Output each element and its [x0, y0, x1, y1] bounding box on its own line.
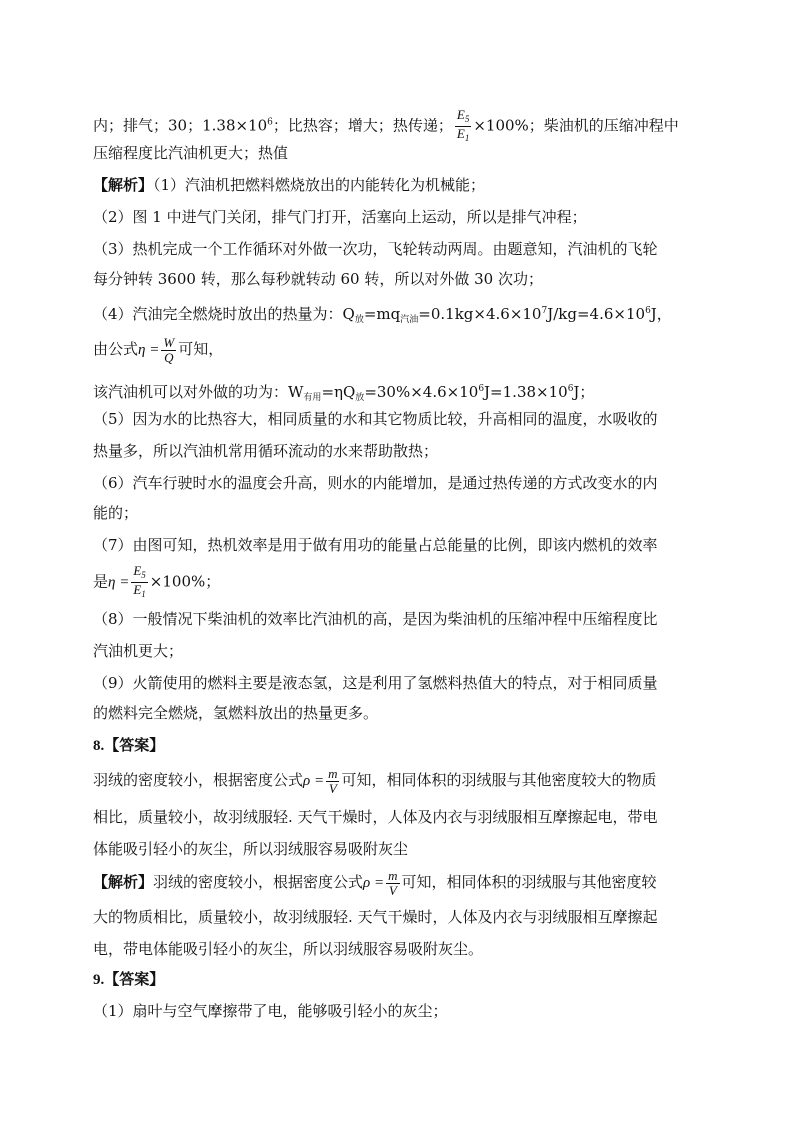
- fraction-e5-over-e1: $\frac{E_5}{E_1}$: [456, 107, 470, 143]
- line-18: （9）火箭使用的燃料主要是液态氢，这是利用了氢燃料热值大的特点，对于相同质量: [93, 674, 658, 692]
- analysis-tag: 【解析】: [93, 873, 154, 891]
- fraction-m-over-v: $\frac{m}{V}$: [328, 765, 338, 796]
- line-4: （2）图 1 中进气门关闭，排气门打开，活塞向上运动，所以是排气冲程；: [93, 208, 587, 226]
- text: ；比热容；增大；热传递；: [272, 116, 453, 135]
- line-2: 压缩程度比汽油机更大；热值: [93, 144, 289, 162]
- line-15: 是η = $\frac{E_5}{E_1}$ ×100%；: [93, 563, 221, 599]
- line-3: [93, 174, 485, 196]
- line-12: （6）汽车行驶时水的温度会升高，则水的内能增加，是通过热传递的方式改变水的内: [93, 474, 658, 492]
- superscript: 6: [267, 117, 273, 128]
- line-1: [93, 107, 679, 143]
- answer-tag: 【答案】: [104, 736, 165, 754]
- line-21: 羽绒的密度较小，根据密度公式ρ = $\frac{m}{V}$ 可知，相同体积的羽绒服与其他密度较大的物质: [93, 765, 657, 796]
- fraction-w-over-q: $\frac{W}{Q}$: [163, 334, 175, 365]
- text: （1）汽油机把燃料燃烧放出的内能转化为机械能；: [153, 176, 486, 194]
- line-22: 相比，质量较小，故羽绒服轻. 天气干燥时，人体及内衣与羽绒服相互摩擦起电，带电: [93, 808, 658, 826]
- eta-symbol: η =: [138, 342, 160, 358]
- line-25: 大的物质相比，质量较小，故羽绒服轻. 天气干燥时，人体及内衣与羽绒服相互摩擦起: [93, 908, 658, 926]
- line-11: 热量多，所以汽油机常用循环流动的水来帮助散热；: [93, 442, 439, 460]
- rho-symbol: ρ =: [303, 773, 325, 789]
- line-26: 电，带电体能吸引轻小的灰尘，所以羽绒服容易吸附灰尘。: [93, 940, 484, 958]
- line-7: （4）汽油完全燃烧时放出的热量为：$Q_放=mq_{汽油}=0.1kg\times 4.6\times 10^7J/kg=4.6\times 10^6J$，: [93, 305, 672, 325]
- question-number: 8.: [93, 738, 105, 754]
- fraction-m-over-v: $\frac{m}{V}$: [388, 867, 398, 898]
- line-8: 由公式η = $\frac{W}{Q}$ 可知，: [93, 334, 224, 365]
- text: 内；排气；30；1.38×10: [93, 116, 268, 135]
- line-14: （7）由图可知，热机效率是用于做有用功的能量占总能量的比例，即该内燃机的效率: [93, 536, 658, 554]
- line-16: （8）一般情况下柴油机的效率比汽油机的高，是因为柴油机的压缩冲程中压缩程度比: [93, 610, 658, 628]
- line-24: 【解析】羽绒的密度较小，根据密度公式ρ = $\frac{m}{V}$ 可知，相同体积的羽绒服与其他密度较: [93, 867, 657, 898]
- question-number: 9.: [93, 972, 105, 988]
- fraction-e5-over-e1: $\frac{E_5}{E_1}$: [133, 563, 146, 599]
- text: ×100%；柴油机的压缩冲程中: [473, 116, 679, 135]
- line-20: [93, 734, 164, 756]
- answer-tag: 【答案】: [104, 970, 165, 988]
- line-27: [93, 968, 164, 990]
- line-10: （5）因为水的比热容大，相同质量的水和其它物质比较，升高相同的温度，水吸收的: [93, 410, 658, 428]
- line-9: 该汽油机可以对外做的功为：$W_{有用}=\eta Q_放=30\%\times 4.6\times 10^6J=1.38\times 10^6J$；: [93, 383, 595, 403]
- line-13: 能的；: [93, 504, 139, 522]
- line-19: 的燃料完全燃烧，氢燃料放出的热量更多。: [93, 704, 379, 722]
- line-17: 汽油机更大；: [93, 642, 184, 660]
- line-6: 每分钟转 3600 转，那么每秒就转动 60 转，所以对外做 30 次功；: [93, 270, 543, 288]
- line-23: 体能吸引轻小的灰尘，所以羽绒服容易吸附灰尘: [93, 840, 409, 858]
- line-28: （1）扇叶与空气摩擦带了电，能够吸引轻小的灰尘；: [93, 1002, 448, 1020]
- analysis-tag: 【解析】: [93, 176, 154, 194]
- line-5: （3）热机完成一个工作循环对外做一次功，飞轮转动两周。由题意知，汽油机的飞轮: [93, 240, 658, 258]
